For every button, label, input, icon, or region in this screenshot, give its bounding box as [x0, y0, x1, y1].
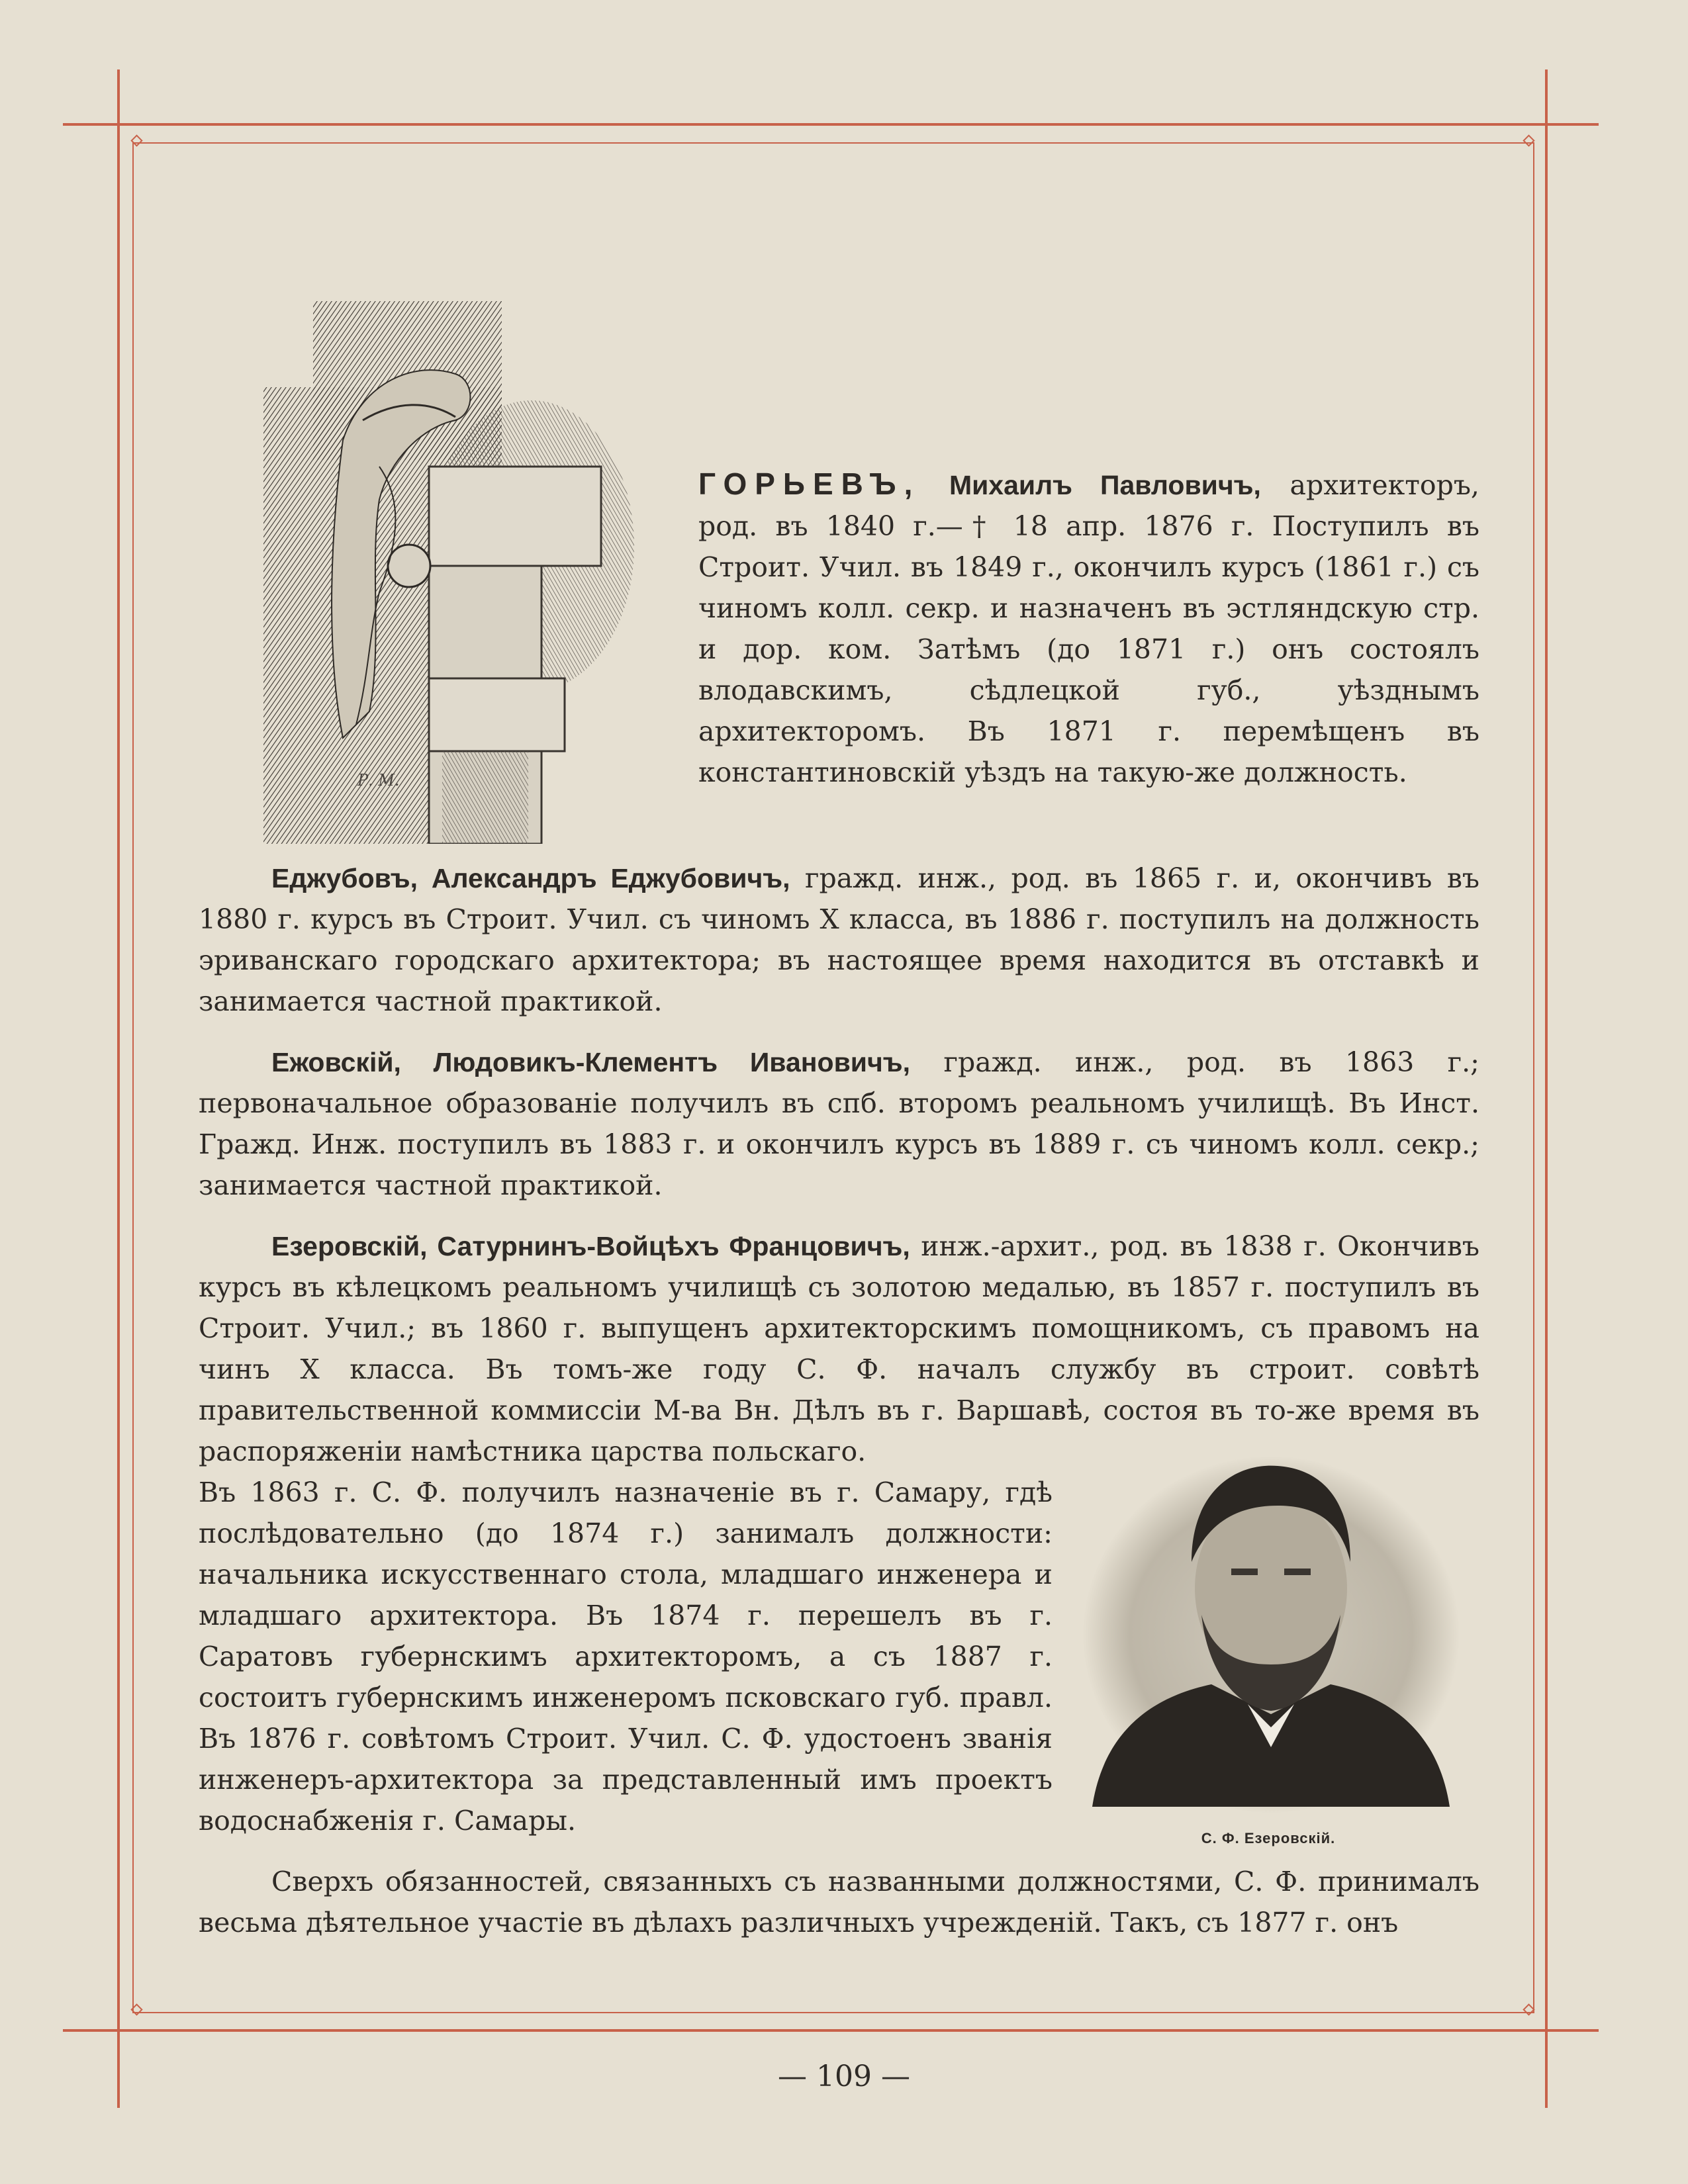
- frame-left-outer: [117, 69, 120, 2108]
- entry-text: Въ 1863 г. С. Ф. получилъ назначеніе въ г. Самару, гдѣ послѣдовательно (до 1874 г.) занималъ должности: начальника искусственнаго стола, младшаго инженера и младшаго архитектора. Въ 1874 г. перешелъ въ г. Саратовъ губернскимъ архитекторомъ, а съ 1887 г. состоитъ губернскимъ инженеромъ псковскаго губ. правл. Въ 1876 г. совѣтомъ Строит. Учил. С. Ф. удостоенъ званія инженеръ-архитектора за представленный имъ проектъ водоснабженія г. Самары.: [199, 1477, 1053, 1837]
- frame-top-inner: [132, 142, 1534, 144]
- frame-right-inner: [1533, 142, 1534, 2013]
- illustrator-signature: Р. М.: [357, 771, 400, 790]
- decorative-initial-illustration: [263, 301, 634, 844]
- entry-surname: ГОРЬЕВЪ,: [698, 467, 921, 501]
- portrait-photo: [1079, 1436, 1463, 1820]
- entry-ezerovsky-part3: [199, 1861, 1479, 1943]
- frame-top-outer: [63, 123, 1599, 126]
- entry-text: Сверхъ обязанностей, связанныхъ съ названными должностями, С. Ф. принималъ весьма дѣятельное участіе въ дѣлахъ различныхъ учрежденій. Такъ, съ 1877 г. онъ: [199, 1866, 1479, 1938]
- entry-ezerovsky-part2: [199, 1472, 1053, 1841]
- frame-right-outer: [1545, 69, 1548, 2108]
- entry-text: архитекторъ, род. въ 1840 г.—† 18 апр. 1876 г. Поступилъ въ Строит. Учил. въ 1849 г., окончилъ курсъ (1861 г.) съ чиномъ колл. секр. и назначенъ въ эстляндскую стр. и дор. ком. Затѣмъ (до 1871 г.) онъ состоялъ влодавскимъ, сѣдлецкой губ., уѣзднымъ архитекторомъ. Въ 1871 г. перемѣщенъ въ константиновскій уѣздъ на такую-же должность.: [698, 469, 1479, 788]
- frame-bottom-outer: [63, 2029, 1599, 2032]
- entry-edzhubov: [199, 858, 1479, 1022]
- portrait-caption: С. Ф. Езеровскій.: [1201, 1830, 1336, 1846]
- entry-name: Еджубовъ, Александръ Еджубовичъ,: [271, 863, 790, 893]
- entry-gorev: [698, 463, 1479, 793]
- entry-ezhovsky: [199, 1042, 1479, 1206]
- entry-name: Ежовскій, Людовикъ-Клементъ Ивановичъ,: [271, 1047, 911, 1077]
- frame-left-inner: [132, 142, 134, 2013]
- entry-name: Михаилъ Павловичъ,: [949, 470, 1261, 500]
- entry-text: инж.-архит., род. въ 1838 г. Окончивъ курсъ въ кѣлецкомъ реальномъ училищѣ съ золотою медалью, въ 1857 г. поступилъ въ Строит. Учил.; въ 1860 г. выпущенъ архитекторскимъ помощникомъ, съ правомъ на чинъ X класса. Въ томъ-же году С. Ф. началъ службу въ строит. совѣтѣ правительственной коммиссіи М-ва Вн. Дѣлъ въ г. Варшавѣ, состоя въ то-же время въ распоряженіи намѣстника царства польскаго.: [199, 1230, 1479, 1467]
- entry-name: Езеровскій, Сатурнинъ-Войцѣхъ Францовичъ,: [271, 1231, 910, 1261]
- entry-ezerovsky-part1: [199, 1226, 1479, 1472]
- frame-bottom-inner: [132, 2012, 1534, 2013]
- entry-text: гражд. инж., род. въ 1865 г. и, окончивъ въ 1880 г. курсъ въ Строит. Учил. съ чиномъ X класса, въ 1886 г. поступилъ на должность эриванскаго городскаго архитектора; въ настоящее время находится въ отставкѣ и занимается частной практикой.: [199, 862, 1479, 1017]
- entry-text: гражд. инж., род. въ 1863 г.; первоначальное образованіе получилъ въ спб. второмъ реальномъ училищѣ. Въ Инст. Гражд. Инж. поступилъ въ 1883 г. и окончилъ курсъ въ 1889 г. съ чиномъ колл. секр.; занимается частной практикой.: [199, 1046, 1479, 1201]
- page-number: — 109 —: [778, 2060, 910, 2093]
